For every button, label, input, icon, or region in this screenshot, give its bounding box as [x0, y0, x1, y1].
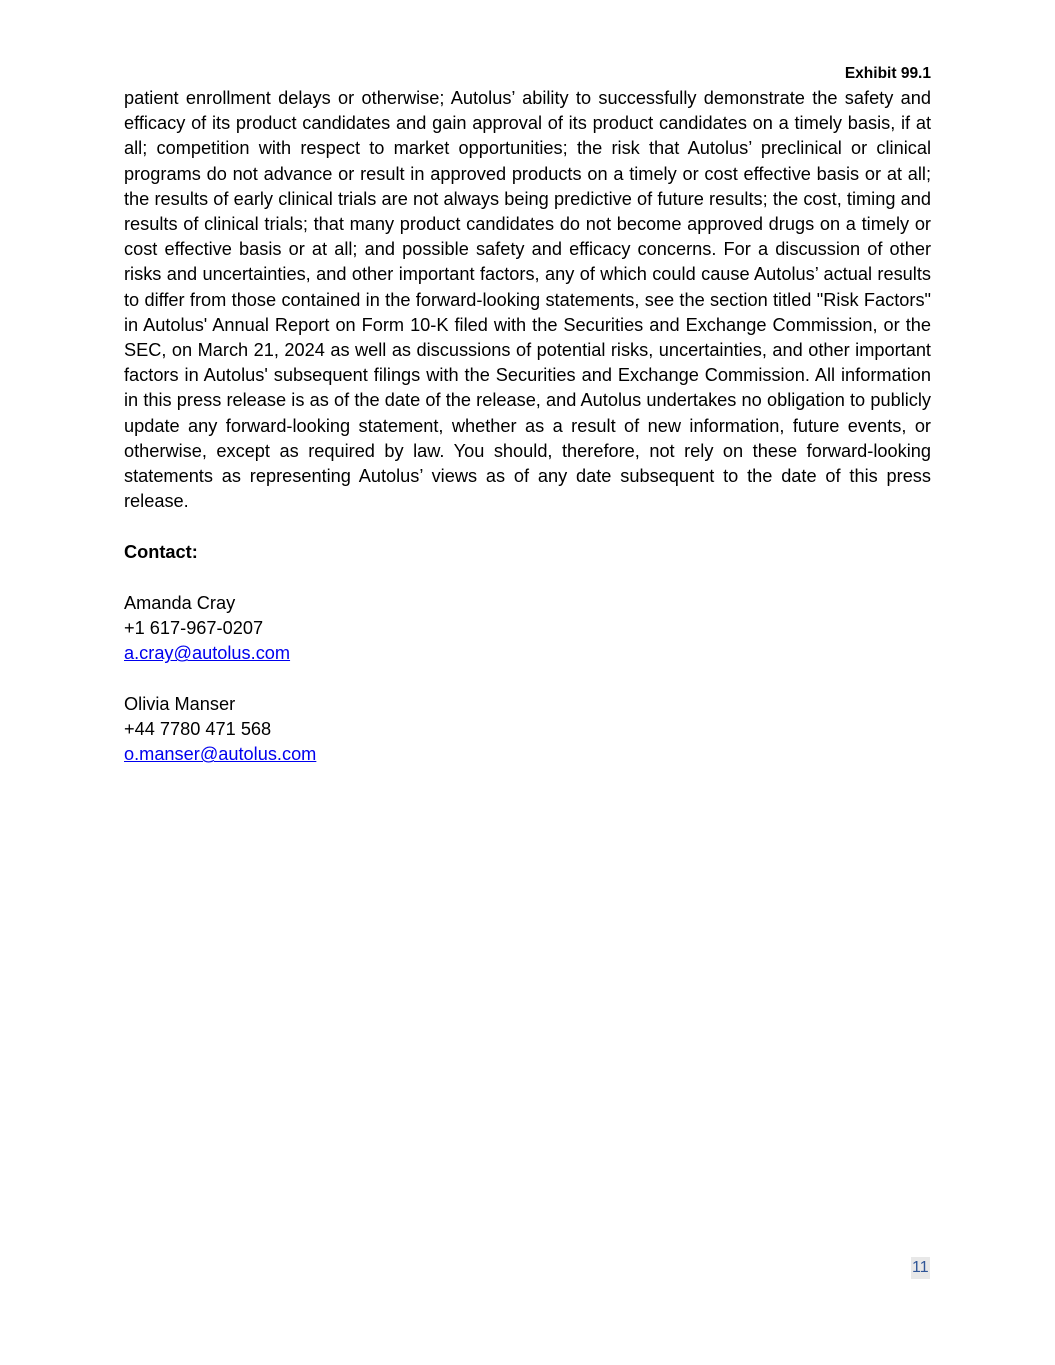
- contact-card-amanda-cray: [124, 591, 290, 667]
- contact-email-link[interactable]: o.manser@autolus.com: [124, 744, 317, 765]
- page-number: 11: [911, 1257, 930, 1279]
- contact-name: Olivia Manser: [124, 694, 236, 714]
- contact-phone: +1 617-967-0207: [124, 618, 264, 639]
- contact-name: Amanda Cray: [124, 593, 236, 613]
- contact-email-link[interactable]: a.cray@autolus.com: [124, 643, 291, 664]
- contact-heading: Contact:: [124, 542, 198, 562]
- contact-card-olivia-manser: [124, 692, 316, 768]
- forward-looking-statements-paragraph: patient enrollment delays or otherwise; Autolus’ ability to successfully demonstrate the safety and efficacy of its product candidates and gain approval of its product candidates on a timely basis, if at all; competition with respect to market opportunities; the risk that Autolus’ preclinical or clinical programs do not advance or result in approved products on a timely or cost effective basis or at all; the results of early clinical trials are not always being predictive of future results; the cost, timing and results of clinical trials; that many product candidates do not become approved drugs on a timely or cost effective basis or at all; and possible safety and efficacy concerns. For a discussion of other risks and uncertainties, and other important factors, any of which could cause Autolus’ actual results to differ from those contained in the forward-looking statements, see the section titled "Risk Factors" in Autolus' Annual Report on Form 10-K filed with the Securities and Exchange Commission, or the SEC, on March 21, 2024 as well as discussions of potential risks, uncertainties, and other important factors in Autolus' subsequent filings with the Securities and Exchange Commission. All information in this press release is as of the date of the release, and Autolus undertakes no obligation to publicly update any forward-looking statement, whether as a result of new information, future events, or otherwise, except as required by law. You should, therefore, not rely on these forward-looking statements as representing Autolus’ views as of any date subsequent to the date of this press release.: [124, 88, 931, 512]
- contact-phone: +44 7780 471 568: [124, 719, 272, 740]
- exhibit-label: Exhibit 99.1: [844, 65, 931, 82]
